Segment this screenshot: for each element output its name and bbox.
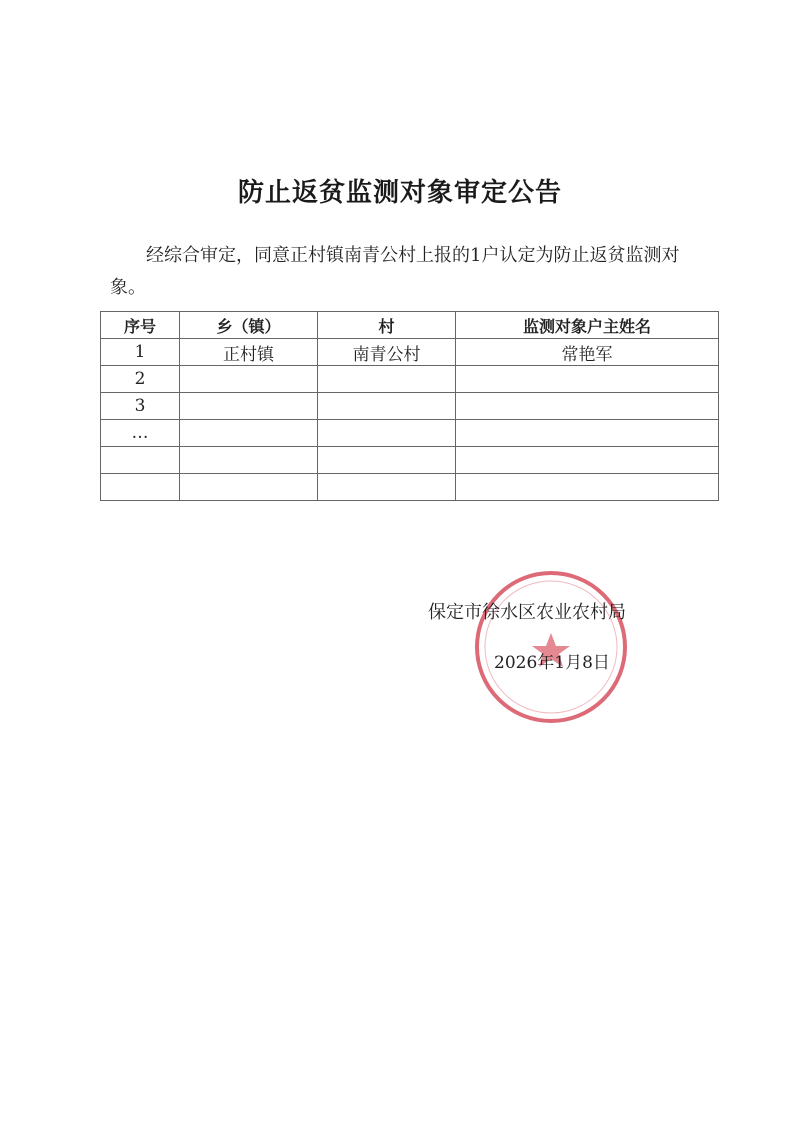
header-village: 村 bbox=[318, 312, 456, 339]
issue-date: 2026年1月8日 bbox=[494, 653, 610, 673]
cell-householder bbox=[456, 366, 719, 393]
cell-householder bbox=[456, 393, 719, 420]
table-row bbox=[101, 447, 719, 474]
cell-township: 正村镇 bbox=[180, 339, 318, 366]
table-header-row bbox=[101, 312, 719, 339]
cell-township bbox=[180, 393, 318, 420]
cell-village bbox=[318, 393, 456, 420]
document-title: 防止返贫监测对象审定公告 bbox=[237, 178, 562, 208]
header-serial: 序号 bbox=[101, 312, 180, 339]
announcement-paragraph bbox=[110, 240, 700, 304]
table-row bbox=[101, 420, 719, 447]
monitoring-table bbox=[100, 311, 719, 501]
cell-serial bbox=[101, 474, 180, 501]
cell-village bbox=[318, 420, 456, 447]
cell-serial bbox=[101, 447, 180, 474]
cell-township bbox=[180, 420, 318, 447]
table-row bbox=[101, 366, 719, 393]
cell-householder bbox=[456, 447, 719, 474]
table-row bbox=[101, 474, 719, 501]
cell-township bbox=[180, 447, 318, 474]
cell-village bbox=[318, 447, 456, 474]
cell-village bbox=[318, 474, 456, 501]
header-householder: 监测对象户主姓名 bbox=[456, 312, 719, 339]
cell-serial: 1 bbox=[101, 339, 180, 366]
issuer-name: 保定市徐水区农业农村局 bbox=[428, 602, 626, 623]
cell-householder bbox=[456, 474, 719, 501]
cell-village bbox=[318, 366, 456, 393]
cell-township bbox=[180, 366, 318, 393]
cell-township bbox=[180, 474, 318, 501]
cell-village: 南青公村 bbox=[318, 339, 456, 366]
cell-serial: 3 bbox=[101, 393, 180, 420]
cell-serial: … bbox=[101, 420, 180, 447]
announcement-text: 经综合审定，同意正村镇南青公村上报的1户认定为防止返贫监测对象。 bbox=[110, 245, 680, 298]
cell-householder: 常艳军 bbox=[456, 339, 719, 366]
table-row bbox=[101, 393, 719, 420]
official-seal bbox=[471, 567, 631, 727]
table-row bbox=[101, 339, 719, 366]
header-township: 乡（镇） bbox=[180, 312, 318, 339]
cell-householder bbox=[456, 420, 719, 447]
cell-serial: 2 bbox=[101, 366, 180, 393]
